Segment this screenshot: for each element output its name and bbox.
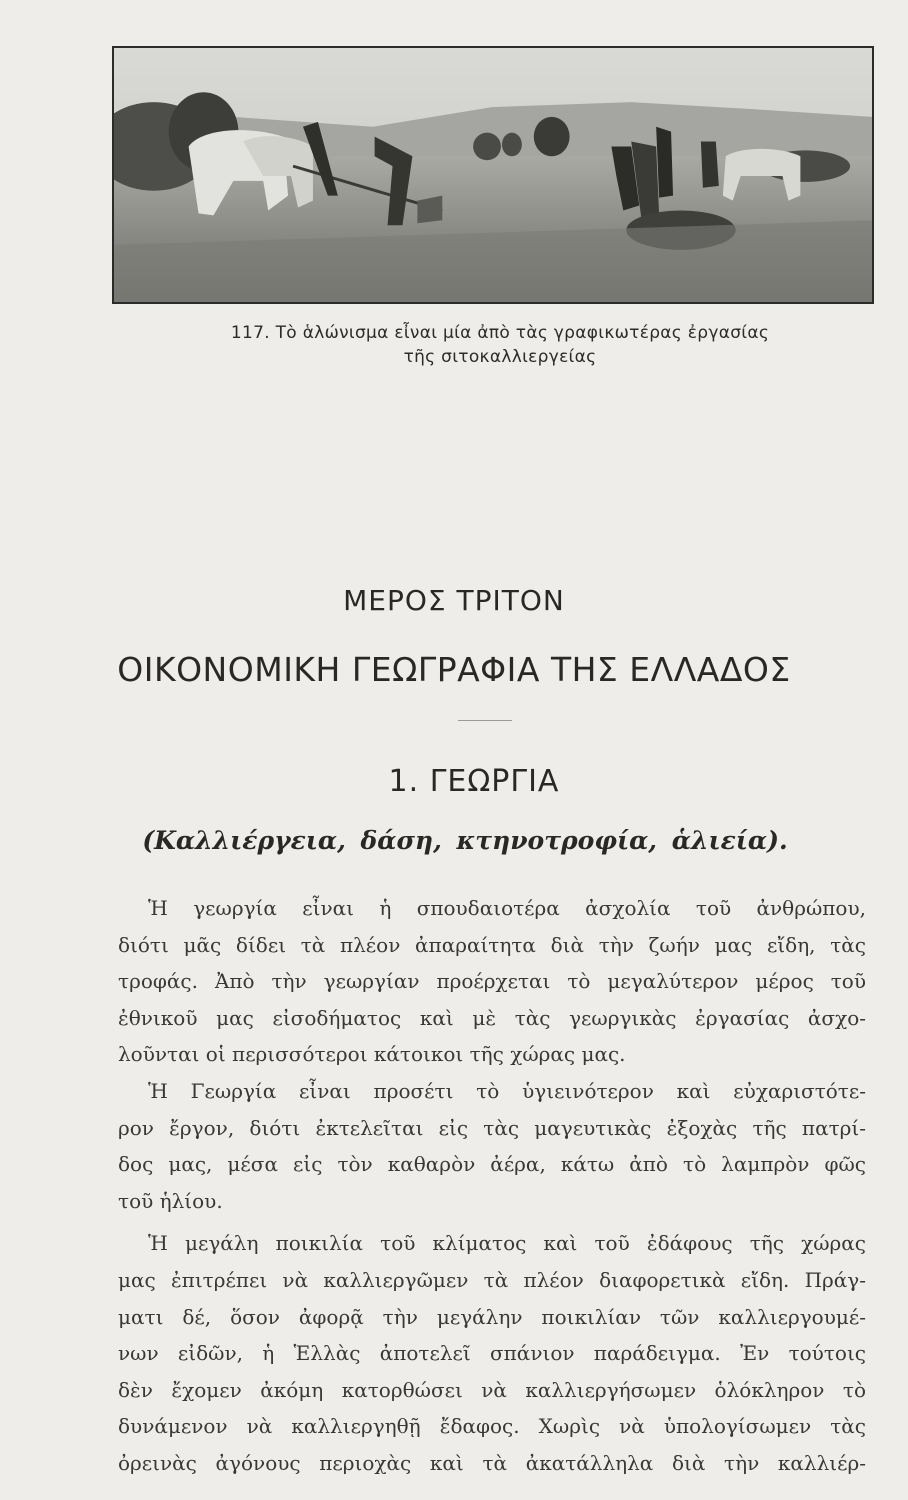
text-line: ρον ἔργον, διότι ἐκτελεῖται εἰς τὰς μαγευτικὰς ἐξοχὰς τῆς πατρί-	[118, 1115, 866, 1140]
caption-line: 117. Τὸ ἁλώνισμα εἶναι μία ἀπὸ τὰς γραφικωτέρας ἐργασίας	[230, 323, 770, 343]
photo-image	[114, 48, 872, 302]
chapter-title: 1. ΓΕΩΡΓΙΑ	[388, 764, 560, 799]
text-line: τροφάς. Ἀπὸ τὴν γεωργίαν προέρχεται τὸ μεγαλύτερον μέρος τοῦ	[118, 969, 866, 994]
main-title: ΟΙΚΟΝΟΜΙΚΗ ΓΕΩΓΡΑΦΙΑ ΤΗΣ ΕΛΛΑΔΟΣ	[117, 650, 791, 689]
text-line: ματι δέ, ὅσον ἀφορᾷ τὴν μεγάλην ποικιλίαν τῶν καλλιεργουμέ-	[118, 1304, 866, 1329]
text-line: Ἡ γεωργία εἶναι ἡ σπουδαιοτέρα ἀσχολία τοῦ ἀνθρώπου,	[148, 896, 866, 920]
photo-caption	[180, 321, 820, 369]
title-divider	[458, 720, 512, 721]
text-line: λοῦνται οἱ περισσότεροι κάτοικοι τῆς χώρας μας.	[118, 1042, 626, 1067]
text-line: ὀρεινὰς ἀγόνους περιοχὰς καὶ τὰ ἀκατάλληλα διὰ τὴν καλλιέρ-	[118, 1450, 866, 1475]
text-line: μας ἐπιτρέπει νὰ καλλιεργῶμεν τὰ πλέον διαφορετικὰ εἴδη. Πράγ-	[118, 1267, 866, 1292]
part-title: ΜΕΡΟΣ ΤΡΙΤΟΝ	[343, 584, 565, 617]
text-line: διότι μᾶς δίδει τὰ πλέον ἀπαραίτητα διὰ τὴν ζωήν μας εἴδη, τὰς	[118, 932, 866, 957]
chapter-subtitle: (Καλλιέργεια, δάση, κτηνοτροφία, ἁλιεία).	[142, 826, 788, 855]
text-line: νων εἰδῶν, ἡ Ἑλλὰς ἀποτελεῖ σπάνιον παράδειγμα. Ἐν τούτοις	[118, 1341, 866, 1366]
caption-line: τῆς σιτοκαλλιεργείας	[403, 347, 597, 367]
text-line: δὲν ἔχομεν ἀκόμη κατορθώσει νὰ καλλιεργήσωμεν ὁλόκληρον τὸ	[118, 1377, 866, 1402]
text-line: δυνάμενον νὰ καλλιεργηθῇ ἔδαφος. Χωρὶς νὰ ὑπολογίσωμεν τὰς	[118, 1414, 866, 1439]
text-line: τοῦ ἡλίου.	[118, 1188, 223, 1213]
text-line: ἐθνικοῦ μας εἰσοδήματος καὶ μὲ τὰς γεωργικὰς ἐργασίας ἀσχο-	[118, 1005, 866, 1030]
threshing-photograph	[112, 46, 874, 304]
text-line: Ἡ μεγάλη ποικιλία τοῦ κλίματος καὶ τοῦ ἐδάφους τῆς χώρας	[148, 1231, 866, 1256]
text-line: Ἡ Γεωργία εἶναι προσέτι τὸ ὑγιεινότερον καὶ εὐχαριστότε-	[148, 1078, 866, 1103]
text-line: δος μας, μέσα εἰς τὸν καθαρὸν ἀέρα, κάτω ἀπὸ τὸ λαμπρὸν φῶς	[118, 1152, 866, 1177]
body-text	[118, 890, 866, 1482]
